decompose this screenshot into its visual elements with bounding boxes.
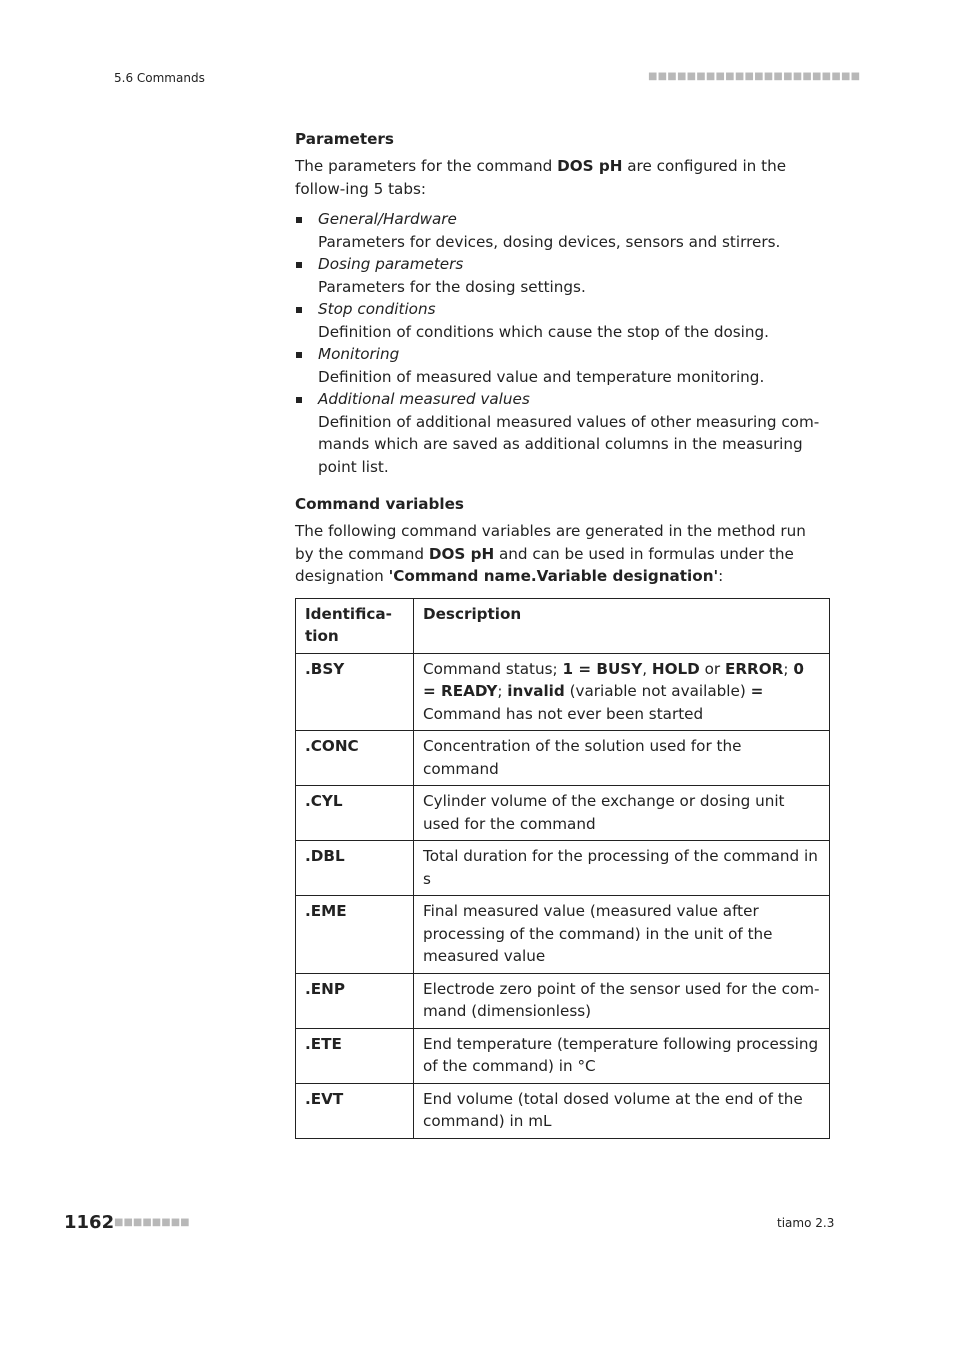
table-row xyxy=(296,973,830,1028)
intro-text: : xyxy=(718,567,724,585)
variable-id: .EVT xyxy=(296,1083,414,1138)
variable-id: .BSY xyxy=(296,653,414,731)
main-content xyxy=(295,128,829,1139)
variable-description: End volume (total dosed volume at the end of the command) in mL xyxy=(414,1083,830,1138)
running-header-section: 5.6 Commands xyxy=(114,71,205,85)
tab-description: Definition of conditions which cause the stop of the dosing. xyxy=(318,322,769,341)
command-name: DOS pH xyxy=(557,157,623,175)
list-item xyxy=(295,388,829,478)
intro-text: are configured in the follow-ing 5 tabs: xyxy=(295,157,787,198)
tab-description: Parameters for the dosing settings. xyxy=(318,277,586,296)
table-header-row xyxy=(296,598,830,653)
desc-bold: invalid xyxy=(507,682,565,700)
desc-text: ; xyxy=(497,682,508,700)
variable-id: .EME xyxy=(296,896,414,974)
desc-text: Command has not ever been started xyxy=(423,704,704,723)
variable-id: .ETE xyxy=(296,1028,414,1083)
variable-id: .DBL xyxy=(296,841,414,896)
desc-text: ; xyxy=(783,659,794,678)
column-header-identification: Identifica-tion xyxy=(296,598,414,653)
list-item xyxy=(295,343,829,388)
command-variables-heading: Command variables xyxy=(295,495,464,513)
desc-bold: HOLD xyxy=(651,659,700,678)
variable-id: .CONC xyxy=(296,731,414,786)
tab-name: General/Hardware xyxy=(318,210,457,228)
desc-bold: ERROR xyxy=(724,659,784,678)
table-row xyxy=(296,786,830,841)
intro-text: and can be used in formulas under the designation xyxy=(295,544,794,585)
variable-description: Electrode zero point of the sensor used for the com-mand (dimensionless) xyxy=(414,973,830,1028)
variable-description: End temperature (temperature following processing of the command) in °C xyxy=(414,1028,830,1083)
list-item xyxy=(295,298,829,343)
desc-text: (variable not available) xyxy=(564,682,751,700)
table-row xyxy=(296,896,830,974)
variable-id: .CYL xyxy=(296,786,414,841)
list-item xyxy=(295,253,829,298)
table-row xyxy=(296,1083,830,1138)
command-variables-table xyxy=(295,598,830,1139)
tabs-list xyxy=(295,208,829,478)
parameters-intro xyxy=(295,155,829,200)
tab-description: Definition of additional measured values of other measuring com-mands which are saved as additional columns in the measuring point list. xyxy=(318,412,820,476)
tab-name: Dosing parameters xyxy=(318,255,464,273)
list-item xyxy=(295,208,829,253)
intro-text: The following command variables are generated in the method run by the command xyxy=(295,522,806,563)
parameters-heading: Parameters xyxy=(295,130,394,148)
table-row xyxy=(296,841,830,896)
footer-decoration-dots: ■■■■■■■■ xyxy=(114,1217,190,1228)
tab-name: Monitoring xyxy=(318,345,400,363)
designation-format: 'Command name.Variable designation' xyxy=(388,567,719,585)
desc-bold: = xyxy=(750,682,764,700)
tab-name: Additional measured values xyxy=(318,390,530,408)
table-row xyxy=(296,653,830,731)
desc-bold: 1 = BUSY xyxy=(562,659,643,678)
tab-description: Definition of measured value and temperature monitoring. xyxy=(318,367,765,386)
header-decoration-dots: ■■■■■■■■■■■■■■■■■■■■■■ xyxy=(648,71,861,82)
desc-text: or xyxy=(699,659,725,678)
table-row xyxy=(296,731,830,786)
variable-description: Cylinder volume of the exchange or dosing unit used for the command xyxy=(414,786,830,841)
variable-description: Concentration of the solution used for the command xyxy=(414,731,830,786)
intro-text: The parameters for the command xyxy=(295,157,558,175)
variable-id: .ENP xyxy=(296,973,414,1028)
desc-text: Command status; xyxy=(423,659,563,678)
desc-text: , xyxy=(642,659,652,678)
product-name: tiamo 2.3 xyxy=(777,1216,835,1230)
tab-description: Parameters for devices, dosing devices, sensors and stirrers. xyxy=(318,232,781,251)
column-header-description: Description xyxy=(414,598,830,653)
command-name: DOS pH xyxy=(428,544,495,563)
variable-description: Total duration for the processing of the command in s xyxy=(414,841,830,896)
tab-name: Stop conditions xyxy=(318,300,436,318)
desc-bold: 0 = READY xyxy=(423,659,804,700)
command-variables-intro xyxy=(295,520,829,588)
variable-description xyxy=(414,653,830,731)
variable-description: Final measured value (measured value after processing of the command) in the unit of the measured value xyxy=(414,896,830,974)
page-number: 1162 xyxy=(64,1212,115,1233)
table-row xyxy=(296,1028,830,1083)
